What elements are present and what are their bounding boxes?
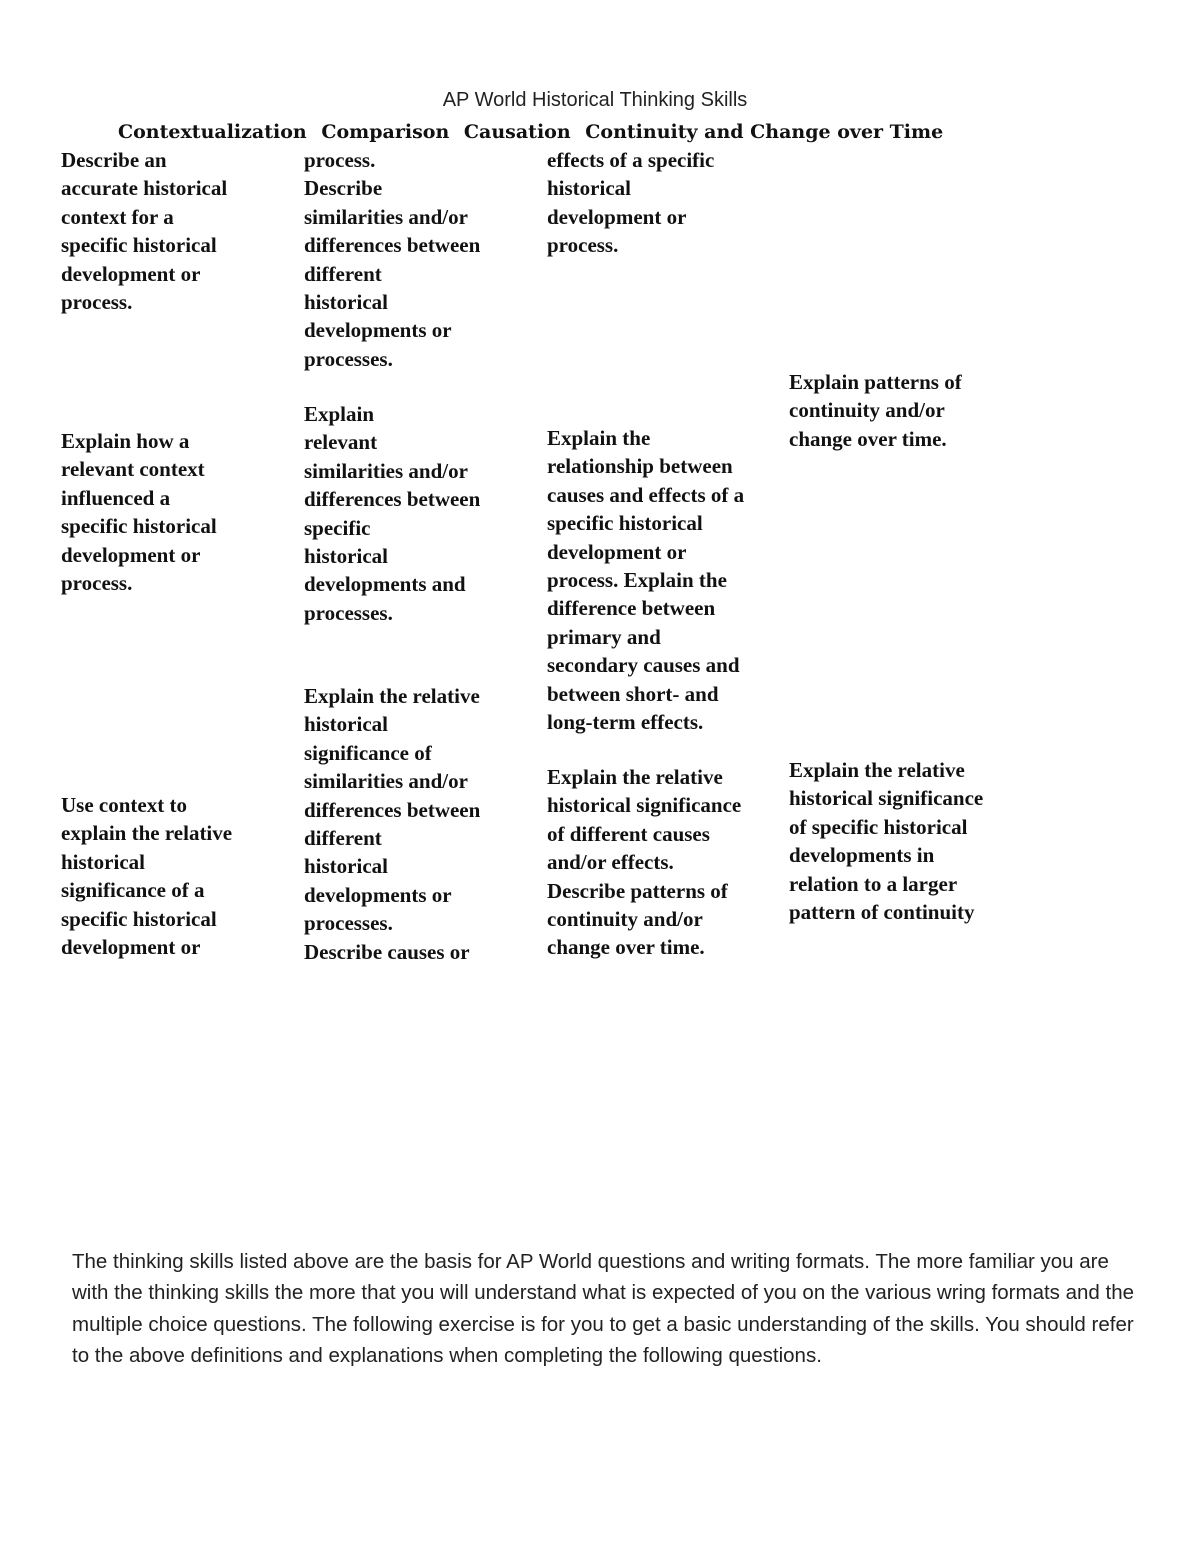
contextualization-item-2: Explain how a relevant context influenced a specific historical development or process. <box>61 429 217 596</box>
header-continuity: Continuity and Change over Time <box>585 121 944 143</box>
causation-item-3: Explain the relative historical significance of different causes and/or effects. Describe patterns of continuity and/or change over time. <box>547 765 742 960</box>
instructions-paragraph: The thinking skills listed above are the basis for AP World questions and writing formats. The more familiar you are with the thinking skills the more that you will understand what is expected of you on the various wring formats and the multiple choice questions. The following exercise is for you to get a basic understanding of the skills. You should refer to the above definitions and explanations when completing the following questions. <box>72 1250 1135 1367</box>
continuity-item-1: Explain patterns of continuity and/or change over time. <box>789 370 962 451</box>
header-causation: Causation <box>463 121 571 143</box>
comparison-item-1: process. Describe similarities and/or differences between different historical developments or processes. <box>304 148 481 371</box>
causation-item-2: Explain the relationship between causes and effects of a specific historical development or process. Explain the difference between primary and secondary causes and between short- and long-term effects. <box>547 426 745 735</box>
header-contextualization: Contextualization <box>118 121 307 143</box>
contextualization-item-3: Use context to explain the relative historical significance of a specific historical development or <box>61 793 233 960</box>
comparison-item-2: Explain relevant similarities and/or differences between specific historical developments and processes. <box>304 402 481 625</box>
causation-item-1: effects of a specific historical development or process. <box>547 148 715 258</box>
page-title: AP World Historical Thinking Skills <box>442 89 748 111</box>
header-comparison: Comparison <box>321 121 450 143</box>
comparison-item-3: Explain the relative historical significance of similarities and/or differences between different historical developments or processes. Describe causes or <box>304 684 481 964</box>
skill-headers <box>118 119 948 145</box>
contextualization-item-1: Describe an accurate historical context for a specific historical development or process. <box>61 148 228 315</box>
continuity-item-2: Explain the relative historical significance of specific historical developments in relation to a larger pattern of continuity <box>789 758 984 925</box>
